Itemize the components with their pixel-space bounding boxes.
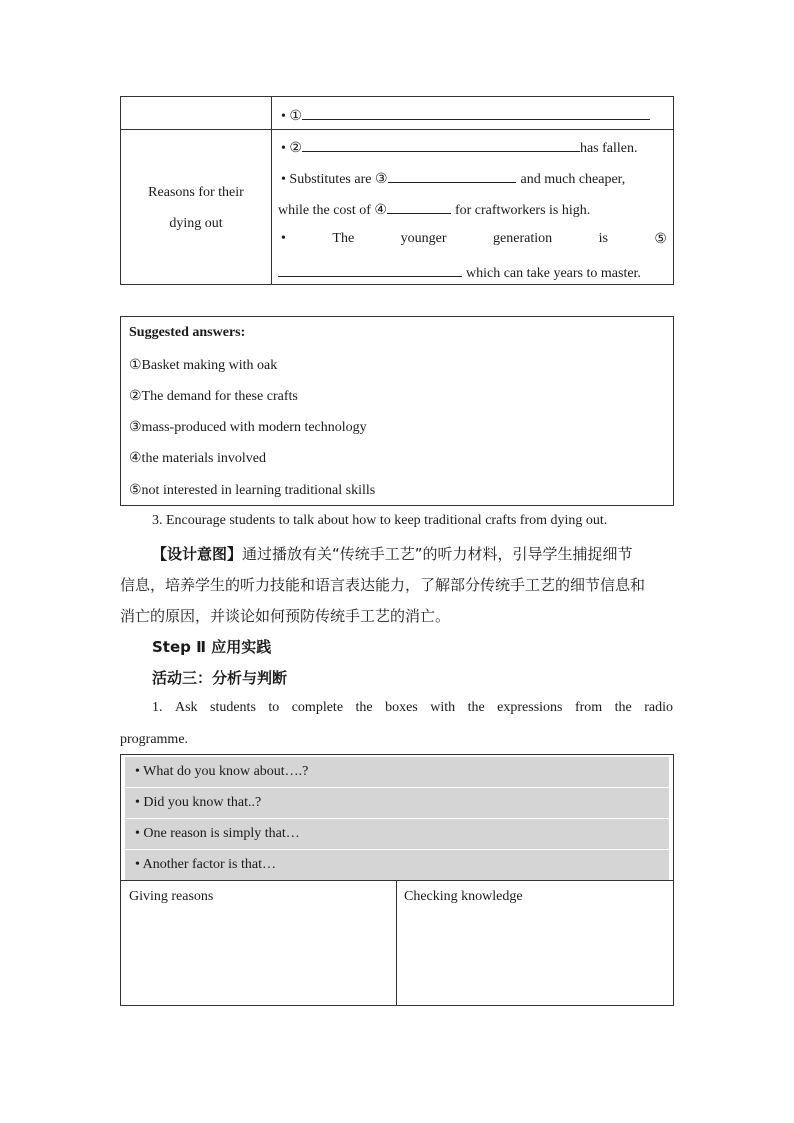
instruction-line2: programme. — [120, 732, 189, 747]
item-5-word: The — [332, 231, 355, 246]
answer-blank-2[interactable] — [302, 137, 580, 152]
expression-text: • What do you know about….? — [135, 764, 309, 779]
expression-row — [125, 850, 669, 881]
answer-item: ①Basket making with oak — [129, 358, 278, 373]
answer-item: ③mass-produced with modern technology — [129, 420, 367, 435]
item-2-suffix: has fallen. — [579, 141, 638, 156]
design-intent-label: 【设计意图】 — [152, 545, 243, 563]
item-1-bullet: • ① — [281, 109, 302, 124]
instruction-word: to — [268, 700, 280, 715]
reasons-table — [120, 96, 674, 285]
item-3-prefix: • Substitutes are ③ — [281, 172, 388, 187]
instruction-word: expressions — [497, 700, 563, 715]
item-3-suffix: and much cheaper, — [520, 172, 626, 187]
instruction-word: 1. — [152, 700, 163, 715]
reasons-label-line1: Reasons for their — [148, 185, 244, 200]
instruction-line1 — [152, 700, 673, 716]
instruction-word: radio — [644, 700, 673, 715]
instruction-word: Ask — [174, 700, 198, 715]
expression-row — [125, 757, 669, 788]
giving-reasons-cell[interactable]: Giving reasons — [129, 889, 214, 904]
reasons-label — [121, 177, 271, 239]
instruction-word: from — [574, 700, 603, 715]
instruction-word: students — [210, 700, 256, 715]
blank-item-1 — [281, 105, 650, 125]
instruction-word: the — [467, 700, 485, 715]
step3-instruction: 3. Encourage students to talk about how to keep traditional crafts from dying out. — [152, 513, 608, 528]
column-divider — [396, 880, 397, 1005]
instruction-word: the — [614, 700, 632, 715]
instruction-word: with — [430, 700, 456, 715]
instruction-word: complete — [291, 700, 344, 715]
design-intent-line3: 消亡的原因，并谈论如何预防传统手工艺的消亡。 — [120, 607, 451, 625]
design-intent-text: 通过播放有关“传统手工艺”的听力材料，引导学生捕捉细节 — [242, 545, 633, 563]
instruction-word: the — [355, 700, 373, 715]
item-5-word: • — [281, 231, 286, 246]
expression-text: • Did you know that..? — [135, 795, 262, 810]
activity-heading: 活动三：分析与判断 — [152, 669, 288, 687]
answer-blank-1[interactable] — [302, 105, 650, 120]
blank-item-3 — [281, 168, 625, 188]
expression-text: • One reason is simply that… — [135, 826, 300, 841]
design-intent-line2: 信息，培养学生的听力技能和语言表达能力，了解部分传统手工艺的细节信息和 — [120, 576, 646, 594]
item-4-prefix: while the cost of ④ — [278, 203, 387, 218]
blank-item-5-line1 — [281, 231, 667, 248]
answer-blank-5[interactable] — [278, 262, 462, 277]
row-divider — [121, 880, 673, 881]
answer-item: ②The demand for these crafts — [129, 389, 298, 404]
design-intent-line1 — [152, 543, 633, 564]
blank-item-5-line2 — [278, 262, 641, 282]
row-divider — [121, 129, 673, 130]
blank-item-4 — [278, 199, 590, 219]
answers-heading: Suggested answers: — [129, 325, 246, 340]
reasons-label-line2: dying out — [169, 216, 223, 231]
item-4-suffix: for craftworkers is high. — [454, 203, 591, 218]
column-divider — [271, 97, 272, 284]
item-5-word: younger — [400, 231, 447, 246]
expression-row — [125, 788, 669, 819]
item-5-word: is — [598, 231, 608, 246]
expression-text: • Another factor is that… — [135, 857, 276, 872]
item-5-suffix: which can take years to master. — [466, 266, 641, 281]
item-5-word: ⑤ — [654, 232, 667, 247]
expression-row — [125, 819, 669, 850]
item-5-word: generation — [493, 231, 553, 246]
answer-blank-3[interactable] — [388, 168, 516, 183]
answer-item: ④the materials involved — [129, 451, 266, 466]
answer-item: ⑤not interested in learning traditional skills — [129, 483, 376, 498]
answer-blank-4[interactable] — [387, 199, 451, 214]
instruction-word: boxes — [385, 700, 418, 715]
suggested-answers-box — [120, 316, 674, 506]
expressions-table — [120, 754, 674, 1006]
checking-knowledge-cell[interactable]: Checking knowledge — [404, 889, 523, 904]
blank-item-2 — [281, 137, 637, 157]
item-2-prefix: • ② — [281, 141, 302, 156]
step-heading: Step Ⅱ 应用实践 — [152, 638, 272, 656]
